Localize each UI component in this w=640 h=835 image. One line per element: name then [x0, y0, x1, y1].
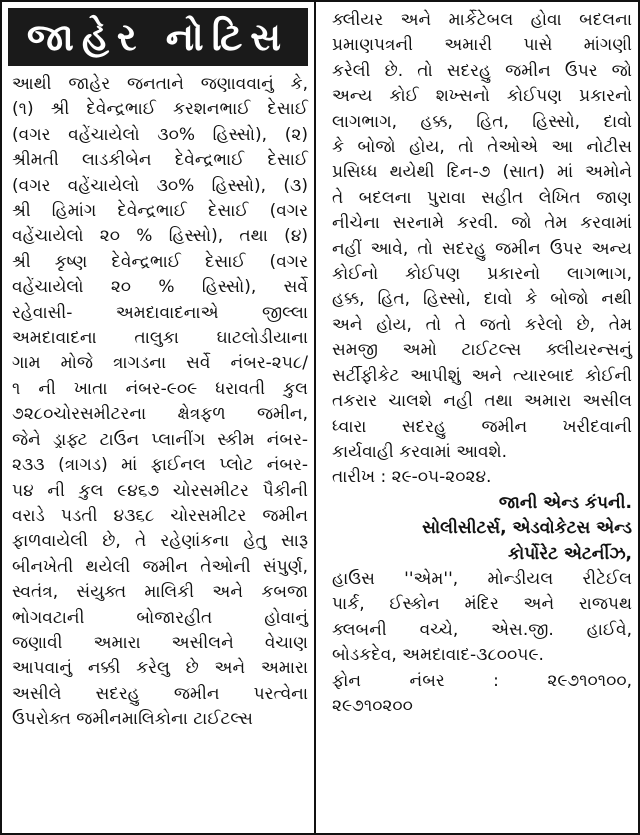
firm-designation: સોલીસીટર્સ, એડવોકેટસ એન્ડ [422, 518, 632, 539]
body-line: ધ્વારા સદરહુ જમીન ખરીદવાની [332, 416, 632, 437]
body-line: નીચેના સરનામે કરવી. જો તેમ કરવામાં [332, 213, 632, 234]
body-line: જેને ડ્રાફ્ટ ટાઉન પ્લાનીંગ સ્કીમ નંબર- [12, 429, 308, 450]
body-line: વહેંચાયેલો ૨૦ % હિસ્સો), તથા (૪) [12, 226, 308, 247]
body-line: શ્રી હિમાંગ દેવેન્દ્રભાઈ દેસાઈ (વગર [12, 201, 308, 222]
body-line: ૫૪ ની કુલ ૯૪૬૭ ચોરસમીટર પૈકીની [12, 480, 308, 501]
firm-name: જાની એન્ડ કંપની. [498, 492, 632, 513]
body-line: ઉપરોક્ત જમીનમાલિકોના ટાઈટલ્સ [12, 709, 253, 730]
body-line: અસીલે સદરહુ જમીન પરત્વેના [12, 683, 308, 704]
notice-title: જાહેર નોટિસ [8, 8, 308, 66]
body-line: નહીં આવે, તો સદરહુ જમીન ઉપર અન્ય [332, 238, 632, 259]
body-line: કાર્યવાહી કરવામાં આવશે. [332, 441, 508, 462]
body-line: જણાવી અમારા અસીલને વેચાણ [12, 632, 308, 653]
body-line: વહેંચાયેલો ૨૦ % હિસ્સો), સર્વે [12, 277, 308, 298]
body-line: (વગર વહેંચાયેલો ૩૦% હિસ્સો), (૨) [12, 124, 308, 145]
body-line: રહેવાસી- અમદાવાદનાએ જીલ્લા [12, 302, 308, 323]
body-line: શ્રી કૃષ્ણ દેવેન્દ્રભાઈ દેસાઈ (વગર [12, 251, 308, 272]
body-line: વરાડે પડતી ૪૩૬૮ ચોરસમીટર જમીન [12, 505, 308, 526]
body-line: સ્વતંત્ર, સંયુક્ત માલિકી અને કબજા [12, 582, 308, 603]
body-line: કરેલી છે. તો સદરહુ જમીન ઉપર જો [332, 60, 632, 81]
body-line: આપવાનું નક્કી કરેલુ છે અને અમારા [12, 658, 308, 679]
body-line: અને હોય, તો તે જતો કરેલો છે, તેમ [332, 314, 632, 335]
address-line: પાર્ક, ઈસ્કોન મંદિર અને રાજપથ [332, 594, 632, 615]
body-line: અમદાવાદના તાલુકા ઘાટલોડીયાના [12, 328, 308, 349]
phone-line: ફોન નંબર : ૨૯૭૧૦૧૦૦, [332, 670, 632, 691]
body-line: તકરાર ચાલશે નહી તથા અમારા અસીલ [332, 391, 632, 412]
body-line: (૧) શ્રી દેવેન્દ્રભાઈ કરશનભાઈ દેસાઈ [12, 99, 308, 120]
body-line: ગામ મોજે ત્રાગડના સર્વે નંબર-૨૫૮/ [12, 353, 308, 374]
body-line: ૨૩૩ (ત્રાગડ) માં ફાઈનલ પ્લોટ નંબર- [12, 455, 308, 476]
right-column [316, 2, 638, 833]
body-line: પ્રસિધ્ધ થયેથી દિન-૭ (સાત) માં અમોને [332, 162, 632, 183]
body-line: કે બોજો હોય, તો તેઓએ આ નોટીસ [332, 137, 632, 158]
body-line: ક્લીયર અને માર્કેટેબલ હોવા બદલના [332, 10, 632, 30]
address-line: હાઉસ ''એમ'', મોન્ડીયલ રીટેઈલ [332, 568, 632, 589]
body-line: લાગભાગ, હક્ક, હિત, હિસ્સો, દાવો [332, 111, 632, 132]
body-line: આથી જાહેર જનતાને જણાવવાનું કે, [12, 74, 308, 94]
body-line: ૧ ની ખાતા નંબર-૯૦૯ ધરાવતી કુલ [12, 378, 308, 399]
body-line: ભોગવટાની બોજારહીત હોવાનું [12, 607, 308, 628]
right-body-text [332, 8, 632, 719]
body-line: તે બદલના પુરાવા સહીત લેખિત જાણ [332, 187, 632, 208]
notice-date: તારીખ : ૨૯-૦૫-૨૦૨૪. [332, 467, 492, 488]
body-line: ૭૨૮૦ચોરસમીટરના ક્ષેત્રફળ જમીન, [12, 404, 308, 425]
body-line: શ્રીમતી લાડકીબેન દેવેન્દ્રભાઈ દેસાઈ [12, 150, 308, 171]
firm-designation-cont: કોર્પોરેટ એટર્નીઝ, [508, 543, 632, 564]
body-line: હક્ક, હિત, હિસ્સો, દાવો કે બોજો નથી [332, 289, 632, 310]
body-line: અન્ય કોઈ શખ્સનો કોઈપણ પ્રકારનો [332, 86, 632, 107]
body-line: સમજી અમો ટાઈટલ્સ ક્લીયરન્સનું [332, 340, 632, 361]
body-line: પ્રમાણપત્રની અમારી પાસે માંગણી [332, 35, 632, 56]
body-line: ફાળવાયેલી છે, તે રહેણાંકના હેતુ સારૂ [12, 531, 308, 552]
body-line: બીનખેતી થયેલી જમીન તેઓની સંપુર્ણ, [12, 556, 308, 577]
left-body-text [12, 72, 308, 733]
address-line: બોડકદેવ, અમદાવાદ-૩૮૦૦૫૯. [332, 645, 544, 666]
body-line: સર્ટીફીકેટ આપીશું અને ત્યારબાદ કોઈની [332, 365, 632, 386]
left-column [2, 2, 314, 833]
body-line: (વગર વહેંચાયેલો ૩૦% હિસ્સો), (૩) [12, 175, 308, 196]
address-line: ક્લબની વચ્ચે, એસ.જી. હાઈવે, [332, 619, 632, 640]
body-line: કોઈનો કોઈપણ પ્રકારનો લાગભાગ, [332, 264, 632, 285]
phone-line-cont: ૨૯૭૧૦૨૦૦ [332, 695, 413, 716]
